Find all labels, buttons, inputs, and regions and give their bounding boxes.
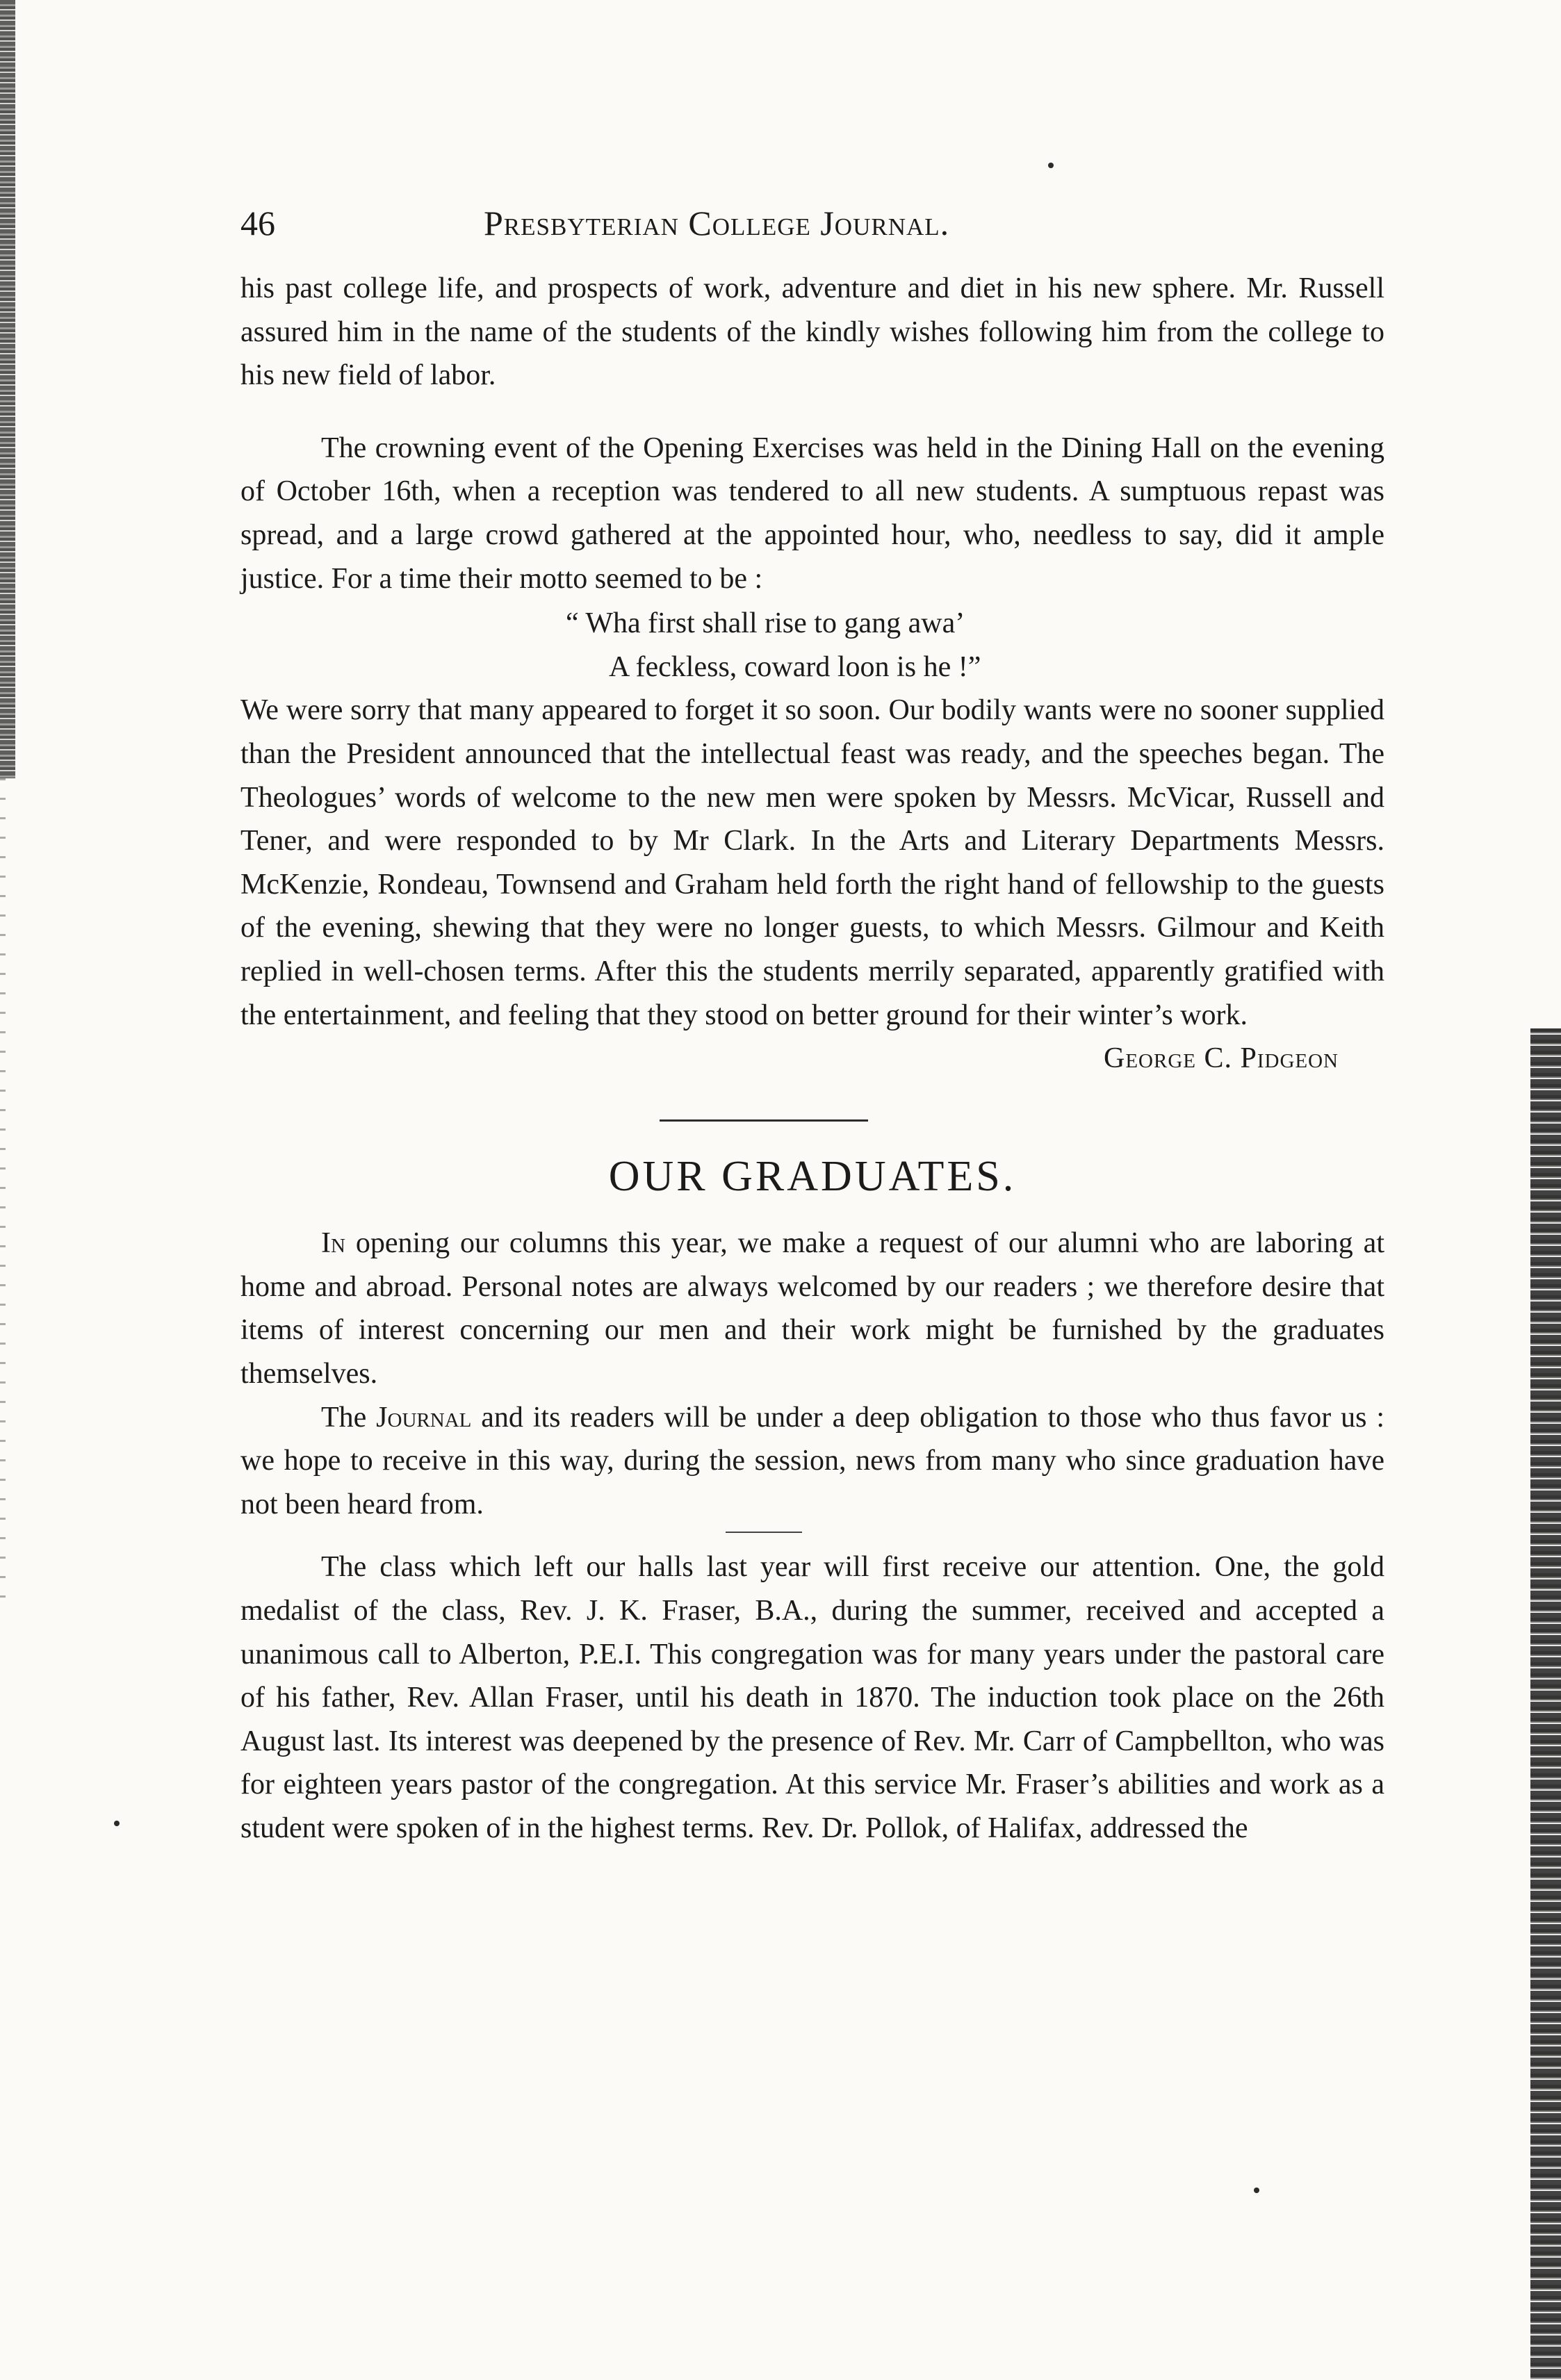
journal-title: Presbyterian College Journal. xyxy=(484,204,950,243)
article-our-graduates xyxy=(240,1152,1384,1850)
paragraph-text: and its readers will be under a deep obligation to those who thus favor us : we hope to receive in this way, during the session, news from many who since graduation have not been heard from. xyxy=(240,1401,1384,1520)
paragraph-text: opening our columns this year, we make a request of our alumni who are laboring at home and abroad. Personal notes are always welcomed by our readers ; we therefore desire that items of interest concerning our men and their work might be furnished by the graduates themselves. xyxy=(240,1227,1384,1390)
ink-speck xyxy=(1048,163,1054,168)
paragraph xyxy=(240,1396,1384,1527)
section-divider xyxy=(660,1119,868,1122)
scan-edge-left-lower xyxy=(0,778,6,1612)
paragraph-lead: The xyxy=(321,1401,377,1434)
paragraph xyxy=(240,1222,1384,1395)
article-opening-exercises xyxy=(240,267,1384,1081)
verse-line: A feckless, coward loon is he !” xyxy=(609,650,981,683)
drop-cap-word: In xyxy=(321,1227,345,1260)
verse-quote xyxy=(566,602,1384,689)
paragraph: The crowning event of the Opening Exercises was held in the Dining Hall on the evening of October 16th, when a reception was tendered to all new students. A sumptuous repast was spread, and a large crowd gathered at the appointed hour, who, needless to say, did it ample justice. For a time their motto seemed to be : xyxy=(240,432,1384,595)
scan-edge-right xyxy=(1530,1028,1561,2380)
verse-line: “ Wha first shall rise to gang awa’ xyxy=(566,607,965,640)
paragraph: We were sorry that many appeared to forget it so soon. Our bodily wants were no sooner supplied than the President announced that the intellectual feast was ready, and the speeches began. The Theologues’ words of welcome to the new men were spoken by Messrs. McVicar, Russell and Tener, and were responded to by Mr Clark. In the Arts and Literary Departments Messrs. McKenzie, Rondeau, Townsend and Graham held forth the right hand of fellowship to the guests of the evening, shewing that they were no longer guests, to which Messrs. Gilmour and Keith replied in well-chosen terms. After this the students merrily separated, apparently gratified with the entertainment, and feeling that they stood on better ground for their winter’s work. xyxy=(240,694,1384,1031)
journal-name: Journal xyxy=(376,1401,472,1434)
ink-speck xyxy=(114,1821,120,1826)
ink-speck xyxy=(1254,2188,1259,2193)
paragraph: The class which left our halls last year will first receive our attention. One, the gold medalist of the class, Rev. J. K. Fraser, B.A., during the summer, received and accepted a unanimous call to Alberton, P.E.I. This congregation was for many years under the pastoral care of his father, Rev. Allan Fraser, until his death in 1870. The induction took place on the 26th August last. Its interest was deepened by the presence of Rev. Mr. Carr of Campbellton, who was for eighteen years pastor of the congregation. At this service Mr. Fraser’s abilities and work as a student were spoken of in the highest terms. Rev. Dr. Pollok, of Halifax, addressed the xyxy=(240,1551,1384,1844)
paragraph: his past college life, and prospects of work, adventure and diet in his new sphere. Mr. Russell assured him in the name of the students of the kindly wishes following him from the college to his new field of labor. xyxy=(240,272,1384,392)
scan-edge-left xyxy=(0,0,15,778)
page xyxy=(240,202,1384,1850)
section-title: OUR GRADUATES. xyxy=(608,1152,1017,1200)
running-head xyxy=(240,202,1384,257)
page-number: 46 xyxy=(240,204,275,243)
paragraph-divider xyxy=(726,1532,802,1533)
author-signature: George C. Pidgeon xyxy=(1103,1042,1339,1075)
